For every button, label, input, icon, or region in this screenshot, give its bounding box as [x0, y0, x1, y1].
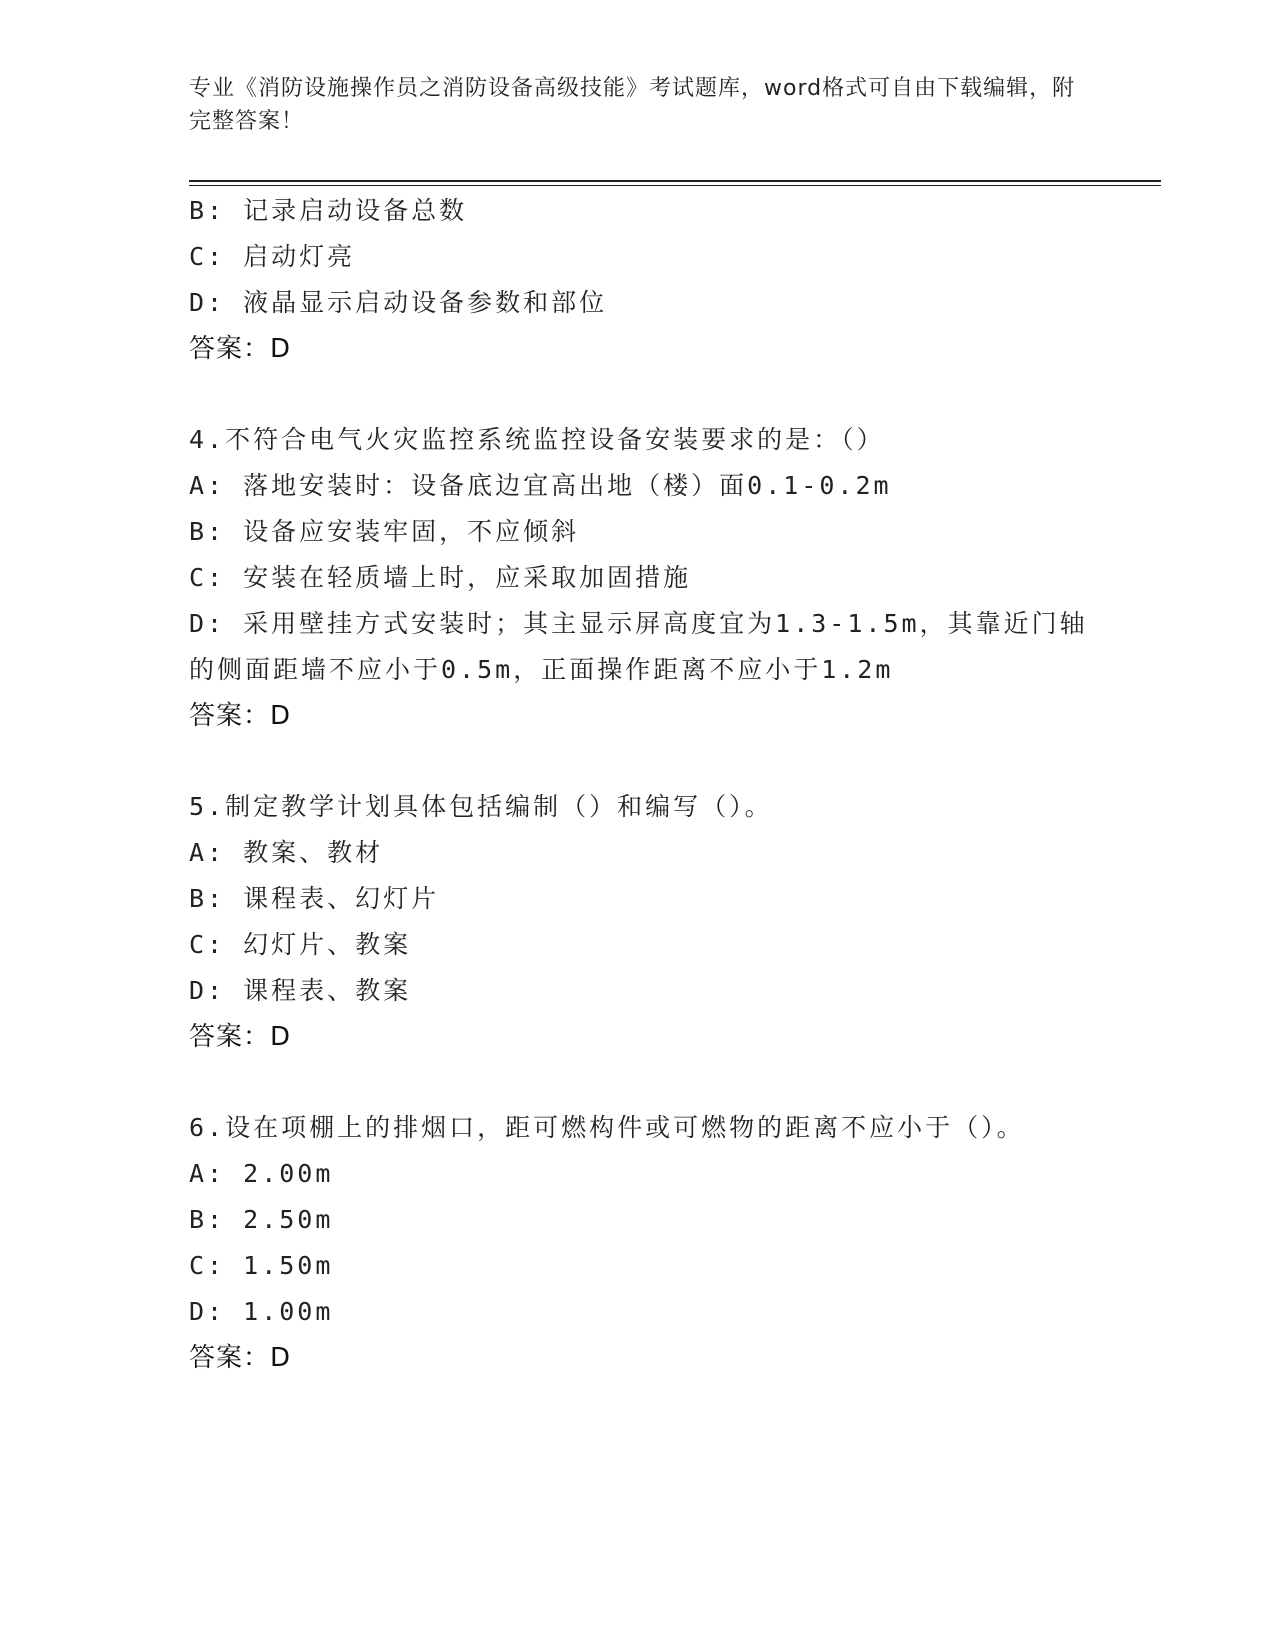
answer-line: 答案：D	[189, 701, 292, 731]
option-a: A: 2.00m	[189, 1159, 334, 1188]
question-stem: 6.设在项棚上的排烟口，距可燃构件或可燃物的距离不应小于（）。	[189, 1113, 1025, 1142]
question-list	[189, 188, 1089, 1381]
option-d: D: 课程表、教案	[189, 976, 412, 1005]
option-a: A: 教案、教材	[189, 838, 384, 867]
spacer	[189, 739, 1089, 784]
option-a: A: 落地安装时：设备底边宜高出地（楼）面0.1-0.2m	[189, 471, 892, 500]
header-rule-thin	[189, 185, 1161, 186]
option-c: C: 幻灯片、教案	[189, 930, 412, 959]
question-block-4	[189, 417, 1089, 739]
question-stem: 4.不符合电气火灾监控系统监控设备安装要求的是：（）	[189, 425, 885, 454]
option-d-continued: 的侧面距墙不应小于0.5m，正面操作距离不应小于1.2m	[189, 655, 894, 684]
option-d: D: 液晶显示启动设备参数和部位	[189, 288, 608, 317]
option-b: B: 课程表、幻灯片	[189, 884, 440, 913]
option-b: B: 记录启动设备总数	[189, 196, 468, 225]
option-c: C: 启动灯亮	[189, 242, 356, 271]
option-c: C: 1.50m	[189, 1251, 334, 1280]
question-block-5	[189, 784, 1089, 1060]
spacer	[189, 372, 1089, 417]
option-d: D: 采用壁挂方式安装时；其主显示屏高度宜为1.3-1.5m，其靠近门轴	[189, 609, 1088, 638]
option-b: B: 2.50m	[189, 1205, 334, 1234]
answer-line: 答案：D	[189, 1343, 292, 1373]
answer-line: 答案：D	[189, 334, 292, 364]
spacer	[189, 1060, 1089, 1105]
answer-line: 答案：D	[189, 1022, 292, 1052]
page-header: 专业《消防设施操作员之消防设备高级技能》考试题库，word格式可自由下载编辑，附完整答案！	[189, 76, 1076, 134]
option-d: D: 1.00m	[189, 1297, 334, 1326]
question-stem: 5.制定教学计划具体包括编制（）和编写（）。	[189, 792, 773, 821]
question-block-3	[189, 188, 1089, 372]
option-b: B: 设备应安装牢固，不应倾斜	[189, 517, 580, 546]
question-block-6	[189, 1105, 1089, 1381]
option-c: C: 安装在轻质墙上时，应采取加固措施	[189, 563, 692, 592]
header-rule-thick	[189, 180, 1161, 182]
